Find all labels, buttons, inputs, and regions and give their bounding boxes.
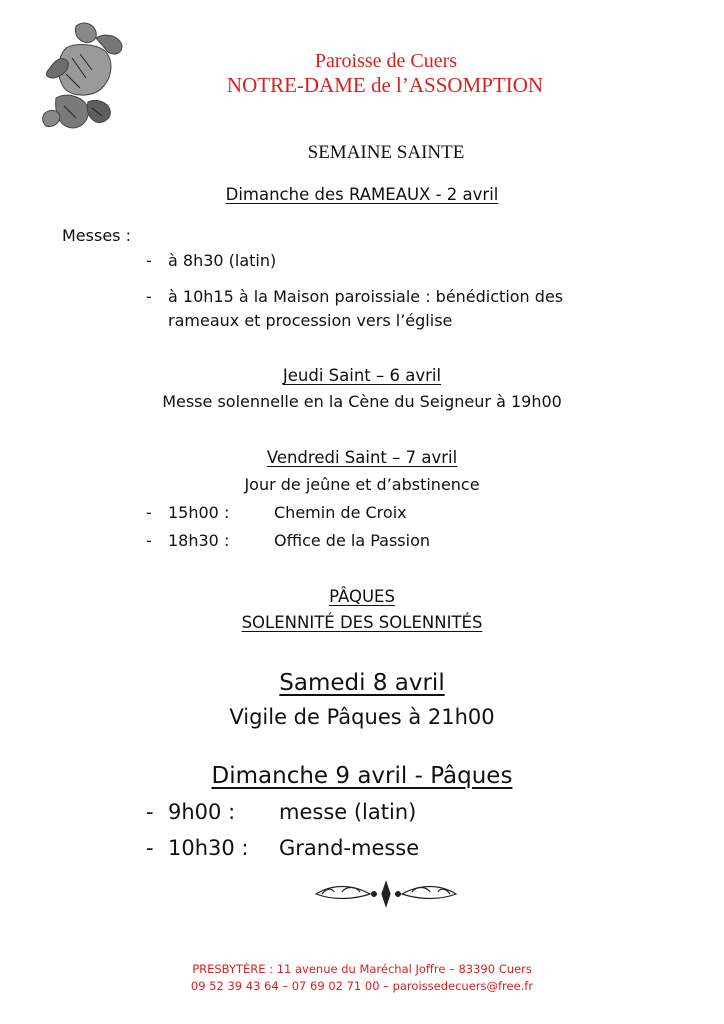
event-label: Office de la Passion [274, 531, 430, 550]
flourish-divider-icon [312, 880, 460, 908]
footer-contact: 09 52 39 43 64 – 07 69 02 71 00 – paroissedecuers@free.fr [190, 979, 534, 993]
jeudi-text: Messe solennelle en la Cène du Seigneur à 19h00 [162, 392, 562, 411]
samedi-text: Vigile de Pâques à 21h00 [229, 705, 495, 729]
rameaux-heading: Dimanche des RAMEAUX - 2 avril [225, 185, 499, 204]
event-label: messe (latin) [279, 800, 417, 824]
time-label: 18h30 : [168, 531, 230, 550]
event-label: Grand-messe [279, 836, 420, 860]
time-label: 15h00 : [168, 503, 230, 522]
list-dash: - [146, 503, 152, 522]
list-dash: - [146, 287, 152, 306]
parish-title: NOTRE-DAME de l’ASSOMPTION [226, 73, 544, 97]
footer-address: PRESBYTÈRE : 11 avenue du Maréchal Joffre – 83390 Cuers [192, 962, 532, 976]
jeudi-heading: Jeudi Saint – 6 avril [282, 366, 442, 385]
list-dash: - [146, 531, 152, 550]
list-dash: - [146, 800, 154, 824]
list-item: rameaux et procession vers l’église [168, 311, 453, 330]
dimanche-heading: Dimanche 9 avril - Pâques [211, 763, 513, 789]
vendredi-subtitle: Jour de jeûne et d’abstinence [244, 475, 480, 494]
vendredi-heading: Vendredi Saint – 7 avril [266, 448, 458, 467]
event-label: Chemin de Croix [274, 503, 407, 522]
time-label: 10h30 : [168, 836, 249, 860]
list-dash: - [146, 251, 152, 270]
paques-heading: PÂQUES [329, 587, 395, 606]
list-item: à 10h15 à la Maison paroissiale : bénédiction des [168, 287, 564, 306]
parish-name: Paroisse de Cuers [314, 50, 458, 72]
assumption-engraving-icon [36, 18, 128, 138]
list-dash: - [146, 836, 154, 860]
list-item: à 8h30 (latin) [168, 251, 277, 270]
time-label: 9h00 : [168, 800, 236, 824]
messes-label: Messes : [62, 226, 131, 245]
page-title: SEMAINE SAINTE [307, 142, 465, 163]
solennite-heading: SOLENNITÉ DES SOLENNITÉS [241, 613, 483, 632]
samedi-heading: Samedi 8 avril [279, 670, 445, 696]
